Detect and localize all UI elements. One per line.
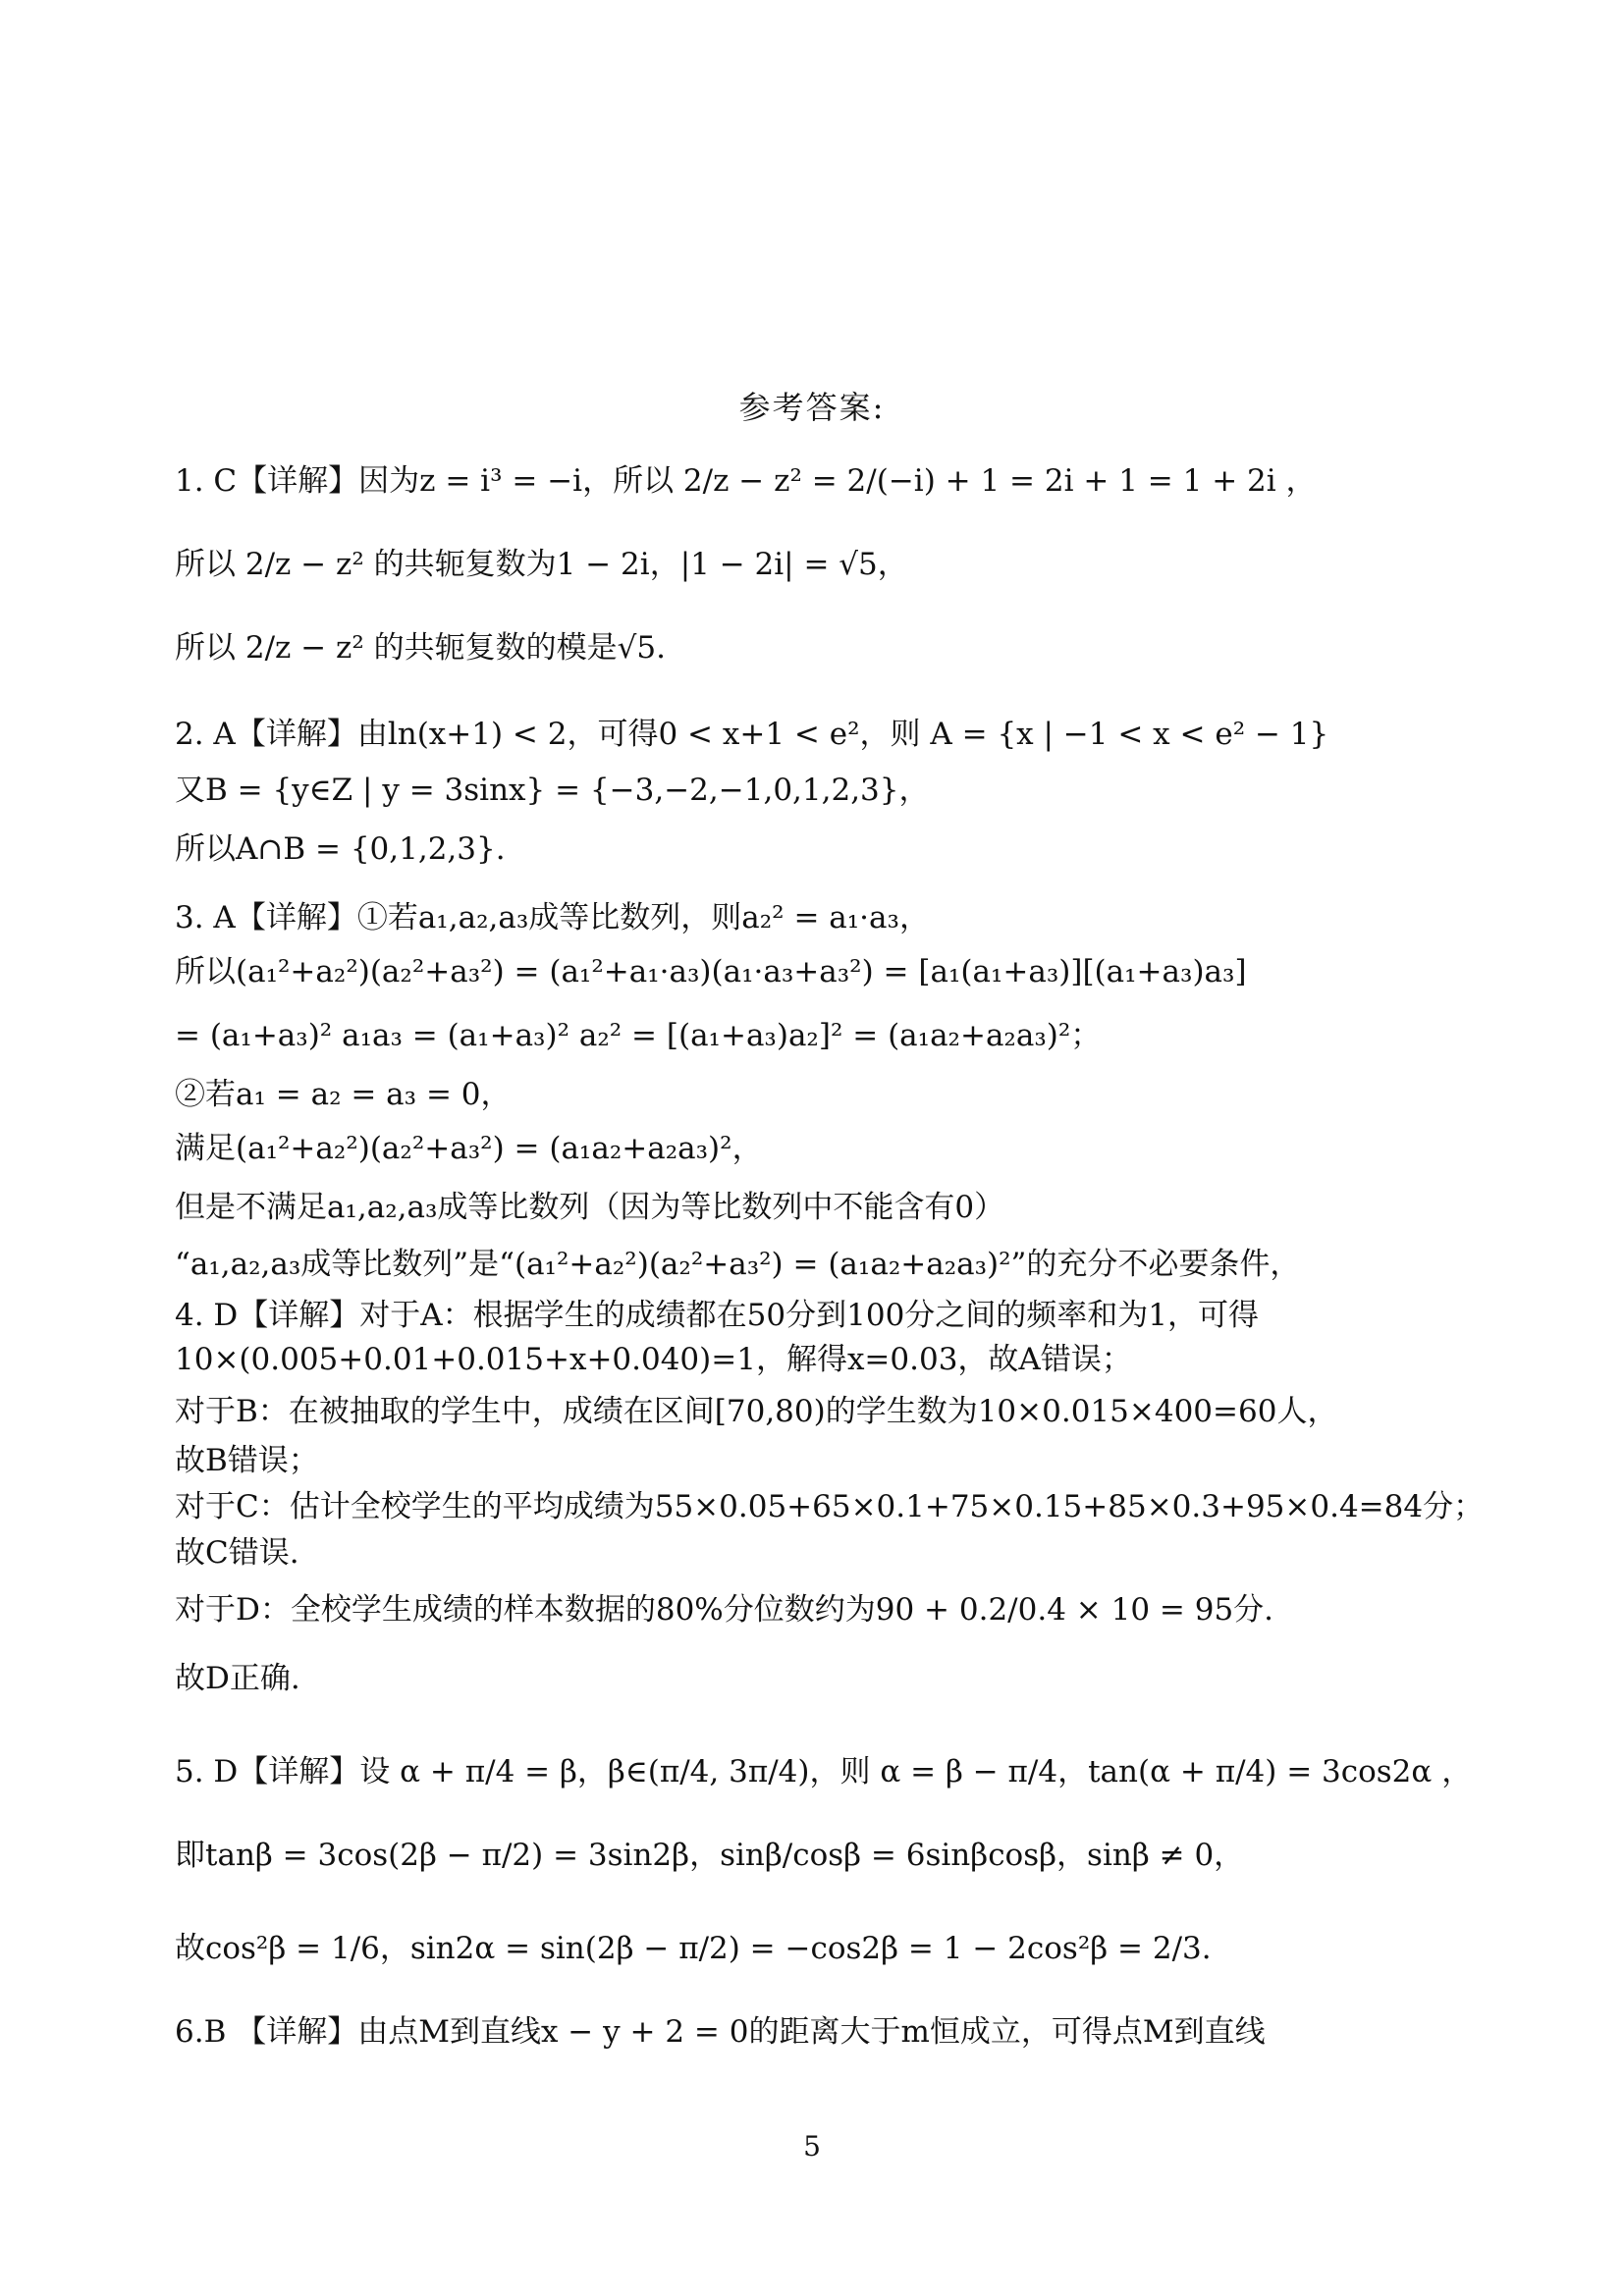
answer-line: 对于B：在被抽取的学生中，成绩在区间[70,80)的学生数为10×0.015×400=60人， [175, 1394, 1338, 1429]
answer-line: “a₁,a₂,a₃成等比数列”是“(a₁²+a₂²)(a₂²+a₃²) = (a₁a₂+a₂a₃)²”的充分不必要条件， [175, 1247, 1301, 1282]
answer-line: 对于C：估计全校学生的平均成绩为55×0.05+65×0.1+75×0.15+85×0.3+95×0.4=84分； [175, 1489, 1485, 1524]
answer-line: 对于D：全校学生成绩的样本数据的80%分位数约为90 + 0.2/0.4 × 10 = 95分. [175, 1592, 1274, 1628]
answer-line: 10×(0.005+0.01+0.015+x+0.040)=1，解得x=0.03，故A错误； [175, 1342, 1132, 1377]
answer-line: 所以 2/z − z² 的共轭复数为1 − 2i，|1 − 2i| = √5， [175, 547, 908, 582]
answer-line: 所以 2/z − z² 的共轭复数的模是√5. [175, 630, 666, 666]
answer-line: = (a₁+a₃)² a₁a₃ = (a₁+a₃)² a₂² = [(a₁+a₃)a₂]² = (a₁a₂+a₂a₃)²； [175, 1018, 1102, 1053]
answer-line: 4. D【详解】对于A：根据学生的成绩都在50分到100分之间的频率和为1，可得 [175, 1298, 1260, 1333]
answer-line: 即tanβ = 3cos(2β − π/2) = 3sin2β，sinβ/cosβ = 6sinβcosβ，sinβ ≠ 0， [175, 1838, 1245, 1873]
answer-line: 所以A∩B = {0,1,2,3}. [175, 831, 506, 867]
page-title: 参考答案: [738, 389, 886, 426]
answer-line: 满足(a₁²+a₂²)(a₂²+a₃²) = (a₁a₂+a₂a₃)²， [175, 1131, 763, 1166]
answer-line: 所以(a₁²+a₂²)(a₂²+a₃²) = (a₁²+a₁·a₃)(a₁·a₃+a₃²) = [a₁(a₁+a₃)][(a₁+a₃)a₃] [175, 954, 1247, 989]
answer-line: 1. C【详解】因为z = i³ = −i，所以 2/z − z² = 2/(−i) + 1 = 2i + 1 = 1 + 2i ， [175, 463, 1317, 499]
answer-line: 故D正确. [175, 1661, 300, 1696]
answer-line: 2. A【详解】由ln(x+1) < 2，可得0 < x+1 < e²，则 A = {x | −1 < x < e² − 1} [175, 717, 1329, 752]
answer-line: ②若a₁ = a₂ = a₃ = 0， [175, 1077, 512, 1112]
answer-line: 但是不满足a₁,a₂,a₃成等比数列（因为等比数列中不能含有0） [175, 1190, 1005, 1225]
answer-line: 故C错误. [175, 1535, 299, 1571]
answer-line: 故B错误； [175, 1443, 319, 1478]
answer-line: 又B = {y∈Z | y = 3sinx} = {−3,−2,−1,0,1,2,3}， [175, 773, 930, 808]
answer-line: 6.B 【详解】由点M到直线x − y + 2 = 0的距离大于m恒成立，可得点M到直线 [175, 2014, 1266, 2050]
page-number: 5 [803, 2130, 821, 2163]
answer-line: 5. D【详解】设 α + π/4 = β，β∈(π/4, 3π/4)，则 α = β − π/4，tan(α + π/4) = 3cos2α ， [175, 1754, 1473, 1789]
answer-line: 故cos²β = 1/6，sin2α = sin(2β − π/2) = −cos2β = 1 − 2cos²β = 2/3. [175, 1931, 1212, 1966]
answer-line: 3. A【详解】①若a₁,a₂,a₃成等比数列，则a₂² = a₁·a₃， [175, 900, 930, 935]
